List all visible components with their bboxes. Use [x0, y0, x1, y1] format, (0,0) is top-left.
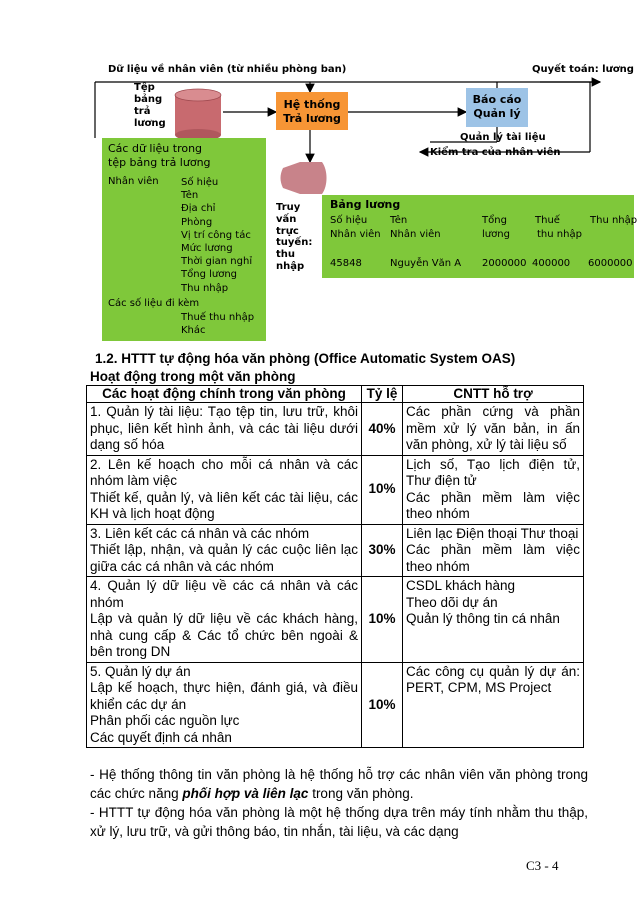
online-display-icon [281, 162, 327, 194]
activity-cell: 1. Quản lý tài liệu: Tạo tệp tin, lưu trữ, khôi phục, liên kết hình ảnh, và các tài liệu dưới dạng số hóa [87, 403, 362, 456]
attached-title: Các số liệu đi kèm [108, 298, 200, 309]
table-row [87, 662, 584, 748]
salary-header: Nhân viên [330, 229, 381, 240]
salary-cell: 45848 [330, 258, 362, 269]
it-cell: Lịch số, Tạo lịch điện tử, Thư điện tử Các phần mềm làm việc theo nhóm [403, 455, 584, 524]
settlement-label: Quyết toán: lương [532, 64, 634, 75]
paragraph-oas: - HTTT tự động hóa văn phòng là một hệ thống dựa trên máy tính nhằm thu thập, xử lý, lưu trữ, và gửi thông báo, tin nhắn, tài liệu, và các dạng [90, 805, 588, 839]
doc-mgmt-label: Quản lý tài liệu [460, 132, 546, 143]
data-box-title: Các dữ liệu trong tệp bảng trả lương [108, 142, 211, 169]
salary-header: lương [482, 229, 510, 240]
system-box-label: Hệ thống Trả lương [283, 98, 341, 125]
table-header-row [87, 386, 584, 403]
salary-header: Thu nhập [590, 215, 638, 226]
online-query-label: Truy vấn trực tuyến: thu nhập [276, 202, 313, 272]
attached-fields: Thuế thu nhập Khác [181, 312, 255, 336]
page-number: C3 - 4 [526, 858, 559, 873]
it-cell: Liên lạc Điện thoại Thư thoại Các phần mềm làm việc theo nhóm [403, 524, 584, 577]
salary-cell: Nguyễn Văn A [390, 258, 462, 269]
it-cell: Các phần cứng và phần mềm xử lý văn bản, in ấn văn phòng, xử lý tài liệu số [403, 403, 584, 456]
entity-label: Nhân viên [108, 176, 159, 187]
activity-cell: 4. Quản lý dữ liệu về các cá nhân và các nhóm Lập và quản lý dữ liệu về các khách hàng, nhà cung cấp & Các tổ chức bên ngoài & bên trong DN [87, 577, 362, 663]
header-it-support: CNTT hỗ trợ [403, 386, 584, 403]
activity-cell: 2. Lên kế hoạch cho mỗi cá nhân và các nhóm làm việc Thiết kế, quản lý, và liên kết các tài liệu, các KH và lịch hoạt động [87, 455, 362, 524]
subsection-title: Hoạt động trong một văn phòng [90, 369, 296, 384]
activity-cell: 3. Liên kết các cá nhân và các nhóm Thiết lập, nhận, và quản lý các cuộc liên lạc giữa các cá nhân và các nhóm [87, 524, 362, 577]
report-box-label: Báo cáo Quản lý [472, 93, 522, 120]
header-activities: Các hoạt động chính trong văn phòng [87, 386, 362, 403]
salary-cell: 2000000 [482, 258, 527, 269]
rate-cell: 10% [362, 577, 403, 663]
salary-header: Số hiệu [330, 215, 368, 226]
header-rate: Tỷ lệ [362, 386, 403, 403]
it-cell: Các công cụ quản lý dự án: PERT, CPM, MS Project [403, 662, 584, 748]
payroll-file-label: Tệp bảng trả lương [134, 82, 166, 129]
salary-header: thu nhập [537, 229, 582, 240]
rate-cell: 40% [362, 403, 403, 456]
activity-cell: 5. Quản lý dự án Lập kế hoạch, thực hiện, đánh giá, và điều khiển các dự án Phân phối các nguồn lực Các quyết định cá nhân [87, 662, 362, 748]
salary-table-title: Bảng lương [330, 198, 401, 211]
employee-check-label: Kiểm tra của nhân viên [430, 147, 561, 158]
field-list: Số hiệu Tên Địa chỉ Phòng Vị trí công tác Mức lương Thời gian nghỉ Tổng lương Thu nhập [181, 177, 253, 294]
salary-cell: 400000 [532, 258, 571, 269]
table-row [87, 577, 584, 663]
payroll-file-cylinder [175, 89, 221, 141]
rate-cell: 10% [362, 662, 403, 748]
salary-header: Tổng [482, 215, 507, 226]
salary-header: Thuế [535, 215, 560, 226]
paragraph-office-is: - Hệ thống thông tin văn phòng là hệ thống hỗ trợ các nhân viên văn phòng trong các chức năng phối hợp và liên lạc trong văn phòng. [90, 767, 588, 801]
salary-header: Tên [390, 215, 408, 226]
rate-cell: 10% [362, 455, 403, 524]
salary-cell: 6000000 [588, 258, 633, 269]
table-row [87, 403, 584, 456]
payroll-diagram [0, 0, 638, 345]
office-activities-table [86, 385, 584, 748]
rate-cell: 30% [362, 524, 403, 577]
table-row [87, 455, 584, 524]
it-cell: CSDL khách hàng Theo dõi dự án Quản lý thông tin cá nhân [403, 577, 584, 663]
employee-data-label: Dữ liệu về nhân viên (từ nhiều phòng ban) [108, 64, 347, 75]
emphasis-text: phối hợp và liên lạc [182, 786, 309, 801]
section-title: 1.2. HTTT tự động hóa văn phòng (Office Automatic System OAS) [95, 351, 516, 366]
table-row [87, 524, 584, 577]
salary-header: Nhân viên [390, 229, 441, 240]
